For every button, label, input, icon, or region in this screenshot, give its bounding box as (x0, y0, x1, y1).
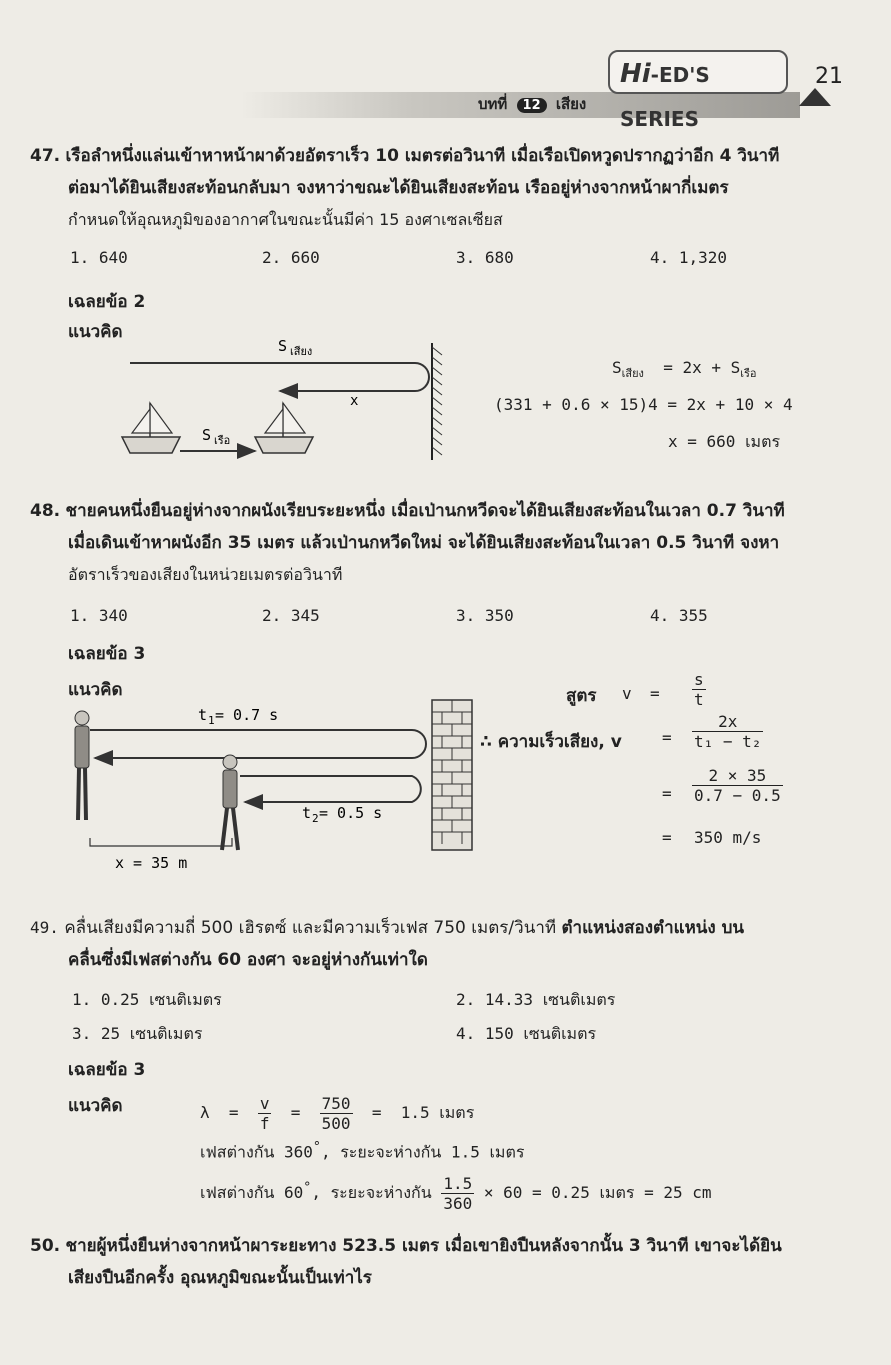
q49-number: 49. (30, 918, 59, 937)
q48-line3: อัตราเร็วของเสียงในหน่วยเมตรต่อวินาที (68, 565, 343, 584)
formula-eq: = (650, 684, 660, 703)
substitution-fraction (692, 766, 783, 805)
q50-line1b: เมื่อเขายิงปืนหลังจากนั้น 3 วินาที เขาจะได้ยิน (445, 1236, 782, 1256)
phase-60-line (200, 1174, 712, 1213)
formula-fraction (692, 670, 706, 709)
q47-option-4: 4. 1,320 (650, 248, 728, 267)
lambda-equation: λ = $\frac{v}{f}$ = $\frac{750}{500}$ = 1.5 เมตร (200, 1094, 475, 1133)
page-number: 21 (815, 64, 843, 89)
q48-answer: เฉลยข้อ 3 (68, 644, 146, 664)
question-47 (30, 140, 870, 236)
ph-den: 360 (443, 1194, 473, 1213)
question-49 (30, 912, 870, 976)
logo-hi: Hi (620, 59, 651, 89)
q48-option-1: 1. 340 (70, 606, 128, 625)
s-boat-label: S (202, 426, 212, 444)
sound-path-arrow (130, 363, 429, 391)
q48-concept: แนวคิด (68, 680, 123, 700)
chapter-header (478, 92, 586, 116)
q47-line3: กำหนดให้อุณหภูมิของอากาศในขณะนั้นมีค่า 15 องศาเซลเซียส (68, 210, 503, 229)
speed-label: ∴ ความเร็วเสียง, v (480, 732, 622, 752)
q48-diagram (60, 690, 480, 880)
q49-option-1: 1. 0.25 เซนติเมตร (72, 990, 222, 1009)
t2-sub: 2 (312, 812, 319, 825)
question-50 (30, 1230, 870, 1294)
question-48 (30, 495, 870, 591)
chapter-prefix: บทที่ (478, 95, 508, 113)
degree-2: ° (303, 1180, 312, 1196)
s-sound-sub: เสียง (290, 345, 313, 358)
q49-option-2: 2. 14.33 เซนติเมตร (456, 990, 616, 1009)
echo-path-1 (90, 730, 426, 758)
q50-line1a: ชายผู้หนึ่งยืนห่างจากหน้าผาระยะทาง 523.5 เมตร (65, 1236, 446, 1256)
q50-line2: เสียงปืนอีกครั้ง อุณหภูมิขณะนั้นเป็นเท่าไร (68, 1268, 372, 1288)
q48-line1a: ชายคนหนึ่งยืนอยู่ห่างจากผนังเรียบระยะหนึ่ง (65, 501, 392, 521)
ph-num: 1.5 (443, 1174, 473, 1193)
person-icon-end (222, 755, 238, 850)
t1-label: t (198, 706, 208, 724)
formula-label: สูตร (566, 686, 597, 706)
boat-icon-end (255, 403, 313, 453)
q48-number: 48. (30, 501, 61, 521)
chapter-name: เสียง (555, 95, 587, 113)
phase2a: เฟสต่างกัน 60 (200, 1183, 304, 1202)
lambda-symbol: λ (200, 1103, 210, 1122)
q48-line2: เมื่อเดินเข้าหาผนังอีก 35 เมตร แล้วเป่านกหวีดใหม่ จะได้ยินเสียงสะท้อนในเวลา 0.5 วินาที จงหา (68, 533, 780, 553)
speed-num: 2x (692, 712, 763, 732)
series-logo (608, 50, 788, 131)
t2-label: t (302, 804, 312, 822)
phase-360-line (200, 1140, 524, 1165)
ph-result: × 60 = 0.25 เมตร = 25 cm (483, 1183, 712, 1202)
q47-line2b: เรืออยู่ห่างจากหน้าผากี่เมตร (525, 178, 729, 198)
lam-result: 1.5 เมตร (400, 1103, 475, 1122)
q48-result: 350 m/s (694, 828, 762, 847)
logo-rest: -ED'S SERIES (620, 63, 710, 131)
eq1-left-sub: เสียง (621, 367, 644, 381)
q49-line1b: ตำแหน่งสองตำแหน่ง บน (561, 918, 745, 938)
formula-v: v (622, 684, 632, 703)
formula-den: t (694, 690, 704, 709)
q49-line2: คลื่นซึ่งมีเฟสต่างกัน 60 องศา จะอยู่ห่างกันเท่าใด (68, 950, 428, 970)
degree-1: ° (312, 1140, 321, 1155)
brick-wall (432, 700, 472, 850)
t1-sub: 1 (208, 714, 215, 727)
q47-number: 47. (30, 146, 61, 166)
q48-option-2: 2. 345 (262, 606, 320, 625)
sub-eq: = (662, 784, 672, 803)
q47-diagram (110, 325, 470, 465)
q47-answer: เฉลยข้อ 2 (68, 292, 146, 312)
phase2b: , ระยะจะห่างกัน (311, 1183, 432, 1202)
q49-answer: เฉลยข้อ 3 (68, 1060, 146, 1080)
q47-line2a: ต่อมาได้ยินเสียงสะท้อนกลับมา จงหาว่าขณะได้ยินเสียงสะท้อน (68, 178, 526, 198)
q47-option-1: 1. 640 (70, 248, 128, 267)
chapter-number: 12 (517, 98, 547, 113)
sub-num: 2 × 35 (692, 766, 783, 786)
triangle-icon (799, 88, 831, 106)
lam-500: 500 (321, 1114, 351, 1133)
lam-f: f (259, 1114, 270, 1133)
person-icon-start (75, 711, 89, 820)
q47-line1: เรือลำหนึ่งแล่นเข้าหาหน้าผาด้วยอัตราเร็ว 10 เมตรต่อวินาที เมื่อเรือเปิดหวูดปรากฏว่าอีก 4 วินาที (65, 146, 780, 166)
q50-number: 50. (30, 1236, 61, 1256)
result-eq: = (662, 828, 672, 847)
q49-line1a: คลื่นเสียงมีความถี่ 500 เฮิรตซ์ และมีความเร็วเฟส 750 เมตร/วินาที (64, 918, 562, 938)
x-label: x (350, 393, 359, 409)
q47-eq1 (612, 358, 757, 382)
q47-concept: แนวคิด (68, 322, 123, 342)
speed-fraction (692, 712, 763, 751)
sub-den: 0.7 − 0.5 (694, 786, 781, 805)
phase1b: , ระยะจะห่างกัน 1.5 เมตร (320, 1142, 525, 1162)
formula-num: s (694, 670, 704, 689)
speed-eq: = (662, 728, 672, 747)
q49-concept: แนวคิด (68, 1096, 123, 1116)
s-sound-label: S (278, 337, 288, 355)
echo-path-2 (240, 776, 421, 802)
t2-value: = 0.5 s (319, 804, 383, 822)
cliff-hatching (432, 347, 442, 455)
q48-option-3: 3. 350 (456, 606, 514, 625)
q48-option-4: 4. 355 (650, 606, 708, 625)
boat-icon-start (122, 403, 180, 453)
q47-option-2: 2. 660 (262, 248, 320, 267)
q47-eq2: (331 + 0.6 × 15)4 = 2x + 10 × 4 (494, 395, 793, 414)
speed-den: t₁ − t₂ (694, 732, 762, 751)
eq1-right-sub: เรือ (740, 367, 757, 381)
q47-eq3: x = 660 เมตร (668, 432, 781, 451)
eq1-left: S (612, 358, 622, 377)
q49-option-3: 3. 25 เซนติเมตร (72, 1024, 203, 1043)
lam-v: v (259, 1094, 270, 1113)
phase1a: เฟสต่างกัน 360 (200, 1142, 313, 1162)
q47-option-3: 3. 680 (456, 248, 514, 267)
x-distance-label: x = 35 m (115, 854, 188, 872)
lam-750: 750 (321, 1094, 351, 1113)
q48-line1b: เมื่อเป่านกหวีดจะได้ยินเสียงสะท้อนในเวลา 0.7 วินาที (391, 501, 785, 521)
q49-option-4: 4. 150 เซนติเมตร (456, 1024, 597, 1043)
s-boat-sub: เรือ (214, 434, 231, 447)
eq1-right: = 2x + S (663, 358, 741, 377)
t1-value: = 0.7 s (215, 706, 279, 724)
distance-bracket (90, 838, 232, 846)
